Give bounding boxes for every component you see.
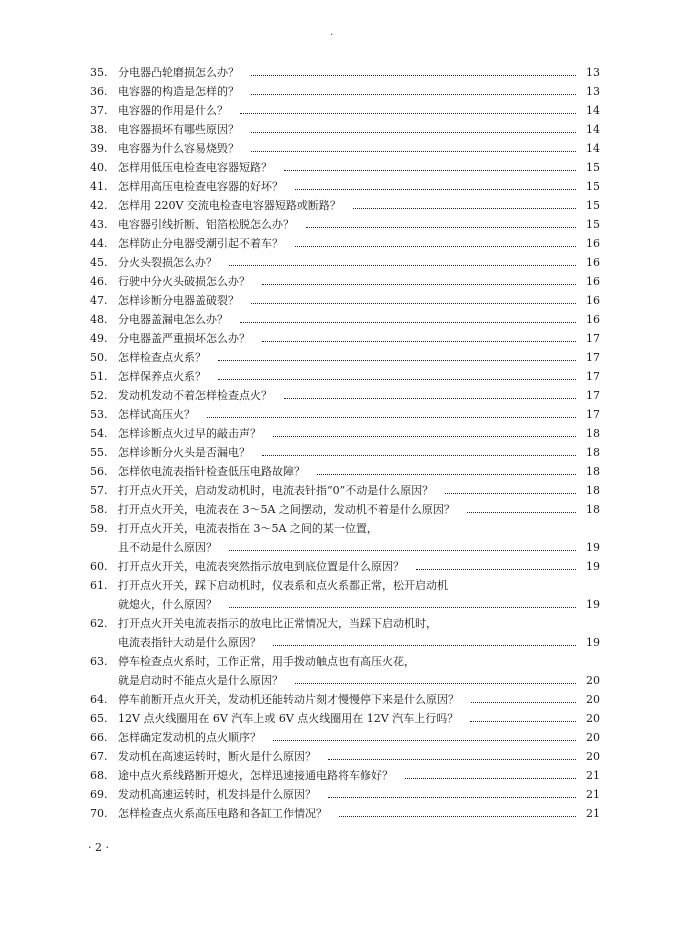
toc-entry-page: 17 bbox=[586, 408, 600, 421]
toc-entry[interactable] bbox=[90, 158, 600, 177]
toc-entry[interactable] bbox=[90, 196, 600, 215]
dot-leader bbox=[229, 550, 576, 551]
toc-entry-page: 13 bbox=[586, 66, 600, 79]
toc-entry-page: 16 bbox=[586, 313, 600, 326]
toc-entry-number: 42. bbox=[90, 199, 108, 212]
dot-leader bbox=[471, 702, 576, 703]
toc-entry-title: 打开点火开关，电流表在 3～5A 之间摆动，发动机不着是什么原因？ bbox=[118, 503, 455, 516]
toc-entry-number: 64. bbox=[90, 693, 108, 706]
toc-entry-title: 怎样确定发动机的点火顺序？ bbox=[118, 731, 261, 744]
dot-leader bbox=[218, 379, 576, 380]
toc-entry-number: 59. bbox=[90, 522, 108, 535]
toc-entry-page: 17 bbox=[586, 351, 600, 364]
toc-entry-title: 打开点火开关，踩下启动机时，仪表系和点火系都正常，松开启动机 bbox=[118, 579, 448, 592]
toc-entry-number: 55. bbox=[90, 446, 108, 459]
toc-entry[interactable] bbox=[90, 291, 600, 310]
toc-entry[interactable] bbox=[90, 424, 600, 443]
dot-leader bbox=[262, 341, 576, 342]
toc-entry-page: 14 bbox=[586, 123, 600, 136]
toc-entry-page: 21 bbox=[586, 769, 600, 782]
toc-entry[interactable] bbox=[90, 500, 600, 519]
toc-entry-title: 发动机发动不着怎样检查点火？ bbox=[118, 389, 272, 402]
dot-leader bbox=[251, 94, 576, 95]
toc-entry-title: 打开点火开关，启动发动机时，电流表针指“0”不动是什么原因？ bbox=[118, 484, 434, 497]
dot-leader bbox=[273, 740, 576, 741]
toc-entry-title: 分电器凸轮磨损怎么办？ bbox=[118, 66, 239, 79]
toc-entry-page: 19 bbox=[586, 541, 600, 554]
toc-entry[interactable] bbox=[90, 709, 600, 728]
toc-entry-title: 电容器的构造是怎样的？ bbox=[118, 85, 239, 98]
toc-entry-number: 43. bbox=[90, 218, 108, 231]
toc-entry[interactable] bbox=[90, 804, 600, 823]
toc-entry-number: 68. bbox=[90, 769, 108, 782]
toc-entry-title: 途中点火系线路断开熄火，怎样迅速接通电路将车修好？ bbox=[118, 769, 393, 782]
toc-entry-page: 14 bbox=[586, 104, 600, 117]
toc-entry[interactable] bbox=[90, 652, 600, 690]
toc-entry[interactable] bbox=[90, 386, 600, 405]
toc-entry-page: 14 bbox=[586, 142, 600, 155]
dot-leader bbox=[229, 265, 576, 266]
toc-entry[interactable] bbox=[90, 272, 600, 291]
toc-entry-title: 停车前断开点火开关，发动机还能转动片刻才慢慢停下来是什么原因？ bbox=[118, 693, 459, 706]
toc-entry-title: 发动机在高速运转时，断火是什么原因？ bbox=[118, 750, 316, 763]
toc-entry[interactable] bbox=[90, 614, 600, 652]
dot-leader bbox=[251, 75, 576, 76]
toc-entry-page: 19 bbox=[586, 598, 600, 611]
toc-entry-title: 怎样保养点火系？ bbox=[118, 370, 206, 383]
toc-entry-number: 40. bbox=[90, 161, 108, 174]
toc-entry-number: 35. bbox=[90, 66, 108, 79]
dot-leader bbox=[339, 816, 576, 817]
toc-entry-number: 63. bbox=[90, 655, 108, 668]
toc-entry-page: 16 bbox=[586, 237, 600, 250]
toc-entry-number: 57. bbox=[90, 484, 108, 497]
toc-entry[interactable] bbox=[90, 690, 600, 709]
toc-entry-number: 69. bbox=[90, 788, 108, 801]
dot-leader bbox=[295, 683, 576, 684]
toc-entry-title: 电容器为什么容易烧毁？ bbox=[118, 142, 239, 155]
dot-leader bbox=[218, 360, 576, 361]
toc-entry-title: 12V 点火线圈用在 6V 汽车上或 6V 点火线圈用在 12V 汽车上行吗？ bbox=[118, 712, 459, 725]
toc-entry-title: 打开点火开关，电流表指在 3～5A 之间的某一位置， bbox=[118, 522, 378, 535]
toc-entry-number: 66. bbox=[90, 731, 108, 744]
dot-leader bbox=[262, 455, 576, 456]
toc-entry[interactable] bbox=[90, 405, 600, 424]
toc-entry-number: 51. bbox=[90, 370, 108, 383]
toc-entry-title: 怎样检查点火系？ bbox=[118, 351, 206, 364]
toc-entry[interactable] bbox=[90, 253, 600, 272]
toc-entry-page: 20 bbox=[586, 750, 600, 763]
dot-leader bbox=[273, 645, 576, 646]
dot-leader bbox=[416, 569, 576, 570]
toc-entry-page: 21 bbox=[586, 788, 600, 801]
toc-entry-page: 18 bbox=[586, 446, 600, 459]
dot-leader bbox=[405, 778, 576, 779]
toc-entry-number: 47. bbox=[90, 294, 108, 307]
dot-leader bbox=[251, 151, 576, 152]
dot-leader bbox=[317, 474, 576, 475]
dot-leader bbox=[273, 436, 576, 437]
toc-entry-number: 45. bbox=[90, 256, 108, 269]
toc-entry-title: 分电器盖漏电怎么办？ bbox=[118, 313, 228, 326]
toc-entry-title: 怎样用低压电检查电容器短路？ bbox=[118, 161, 272, 174]
toc-entry-number: 52. bbox=[90, 389, 108, 402]
toc-entry-number: 38. bbox=[90, 123, 108, 136]
toc-entry-title: 分电器盖严重损坏怎么办？ bbox=[118, 332, 250, 345]
toc-entry-number: 39. bbox=[90, 142, 108, 155]
toc-entry-page: 15 bbox=[586, 180, 600, 193]
toc-entry-number: 37. bbox=[90, 104, 108, 117]
toc-entry-number: 53. bbox=[90, 408, 108, 421]
toc-entry-number: 56. bbox=[90, 465, 108, 478]
toc-entry[interactable] bbox=[90, 215, 600, 234]
toc-entry-page: 18 bbox=[586, 484, 600, 497]
toc-entry-page: 16 bbox=[586, 256, 600, 269]
dot-leader bbox=[240, 113, 576, 114]
toc-entry-number: 44. bbox=[90, 237, 108, 250]
header-dot: · bbox=[330, 30, 334, 41]
dot-leader bbox=[295, 246, 576, 247]
toc-entry-title: 怎样用 220V 交流电检查电容器短路或断路？ bbox=[118, 199, 341, 212]
toc-entry-page: 15 bbox=[586, 218, 600, 231]
toc-entry[interactable] bbox=[90, 120, 600, 139]
toc-entry-number: 61. bbox=[90, 579, 108, 592]
toc-entry-page: 20 bbox=[586, 674, 600, 687]
toc-entry-page: 21 bbox=[586, 807, 600, 820]
toc-entry-number: 67. bbox=[90, 750, 108, 763]
toc-entry-title: 怎样诊断点火过早的敲击声？ bbox=[118, 427, 261, 440]
dot-leader bbox=[306, 227, 576, 228]
toc-entry-page: 20 bbox=[586, 693, 600, 706]
toc-entry[interactable] bbox=[90, 82, 600, 101]
dot-leader bbox=[240, 322, 576, 323]
dot-leader bbox=[467, 512, 576, 513]
toc-entry[interactable] bbox=[90, 329, 600, 348]
toc-entry[interactable] bbox=[90, 557, 600, 576]
toc-entry-title: 怎样诊断分火头是否漏电？ bbox=[118, 446, 250, 459]
toc-entry-number: 58. bbox=[90, 503, 108, 516]
dot-leader bbox=[328, 797, 576, 798]
toc-entry-title: 怎样检查点火系高压电路和各缸工作情况？ bbox=[118, 807, 327, 820]
toc-entry-number: 70. bbox=[90, 807, 108, 820]
toc-entry-page: 15 bbox=[586, 199, 600, 212]
toc-entry[interactable] bbox=[90, 766, 600, 785]
toc-entry[interactable] bbox=[90, 348, 600, 367]
toc-entry-title: 发动机高速运转时，机发抖是什么原因？ bbox=[118, 788, 316, 801]
toc-entry[interactable] bbox=[90, 310, 600, 329]
toc-entry-page: 18 bbox=[586, 427, 600, 440]
toc-entry-number: 48. bbox=[90, 313, 108, 326]
toc-entry[interactable] bbox=[90, 367, 600, 386]
toc-entry[interactable] bbox=[90, 177, 600, 196]
toc-entry-number: 36. bbox=[90, 85, 108, 98]
toc-entry-title: 行驶中分火头破损怎么办？ bbox=[118, 275, 250, 288]
toc-entry-page: 18 bbox=[586, 503, 600, 516]
toc-entry-title: 且不动是什么原因？ bbox=[118, 541, 217, 554]
toc-entry-title: 电容器引线折断、铝箔松脱怎么办？ bbox=[118, 218, 294, 231]
toc-entry[interactable] bbox=[90, 234, 600, 253]
toc-entry[interactable] bbox=[90, 481, 600, 500]
toc-entry-title: 电容器的作用是什么？ bbox=[118, 104, 228, 117]
dot-leader bbox=[284, 170, 576, 171]
toc-entry-number: 65. bbox=[90, 712, 108, 725]
dot-leader bbox=[251, 303, 576, 304]
toc-entry-page: 20 bbox=[586, 731, 600, 744]
toc-entry-number: 60. bbox=[90, 560, 108, 573]
toc-entry-number: 50. bbox=[90, 351, 108, 364]
toc-entry-title: 电流表指针大动是什么原因？ bbox=[118, 636, 261, 649]
toc-entry-title: 怎样用高压电检查电容器的好坏？ bbox=[118, 180, 283, 193]
toc-entry[interactable] bbox=[90, 101, 600, 120]
toc-entry-title: 怎样试高压火？ bbox=[118, 408, 195, 421]
toc-entry-title: 就是启动时不能点火是什么原因？ bbox=[118, 674, 283, 687]
table-of-contents bbox=[90, 63, 600, 823]
toc-entry-title: 就熄火，什么原因？ bbox=[118, 598, 217, 611]
dot-leader bbox=[284, 398, 576, 399]
page-number: · 2 · bbox=[88, 841, 109, 854]
toc-entry[interactable] bbox=[90, 519, 600, 557]
dot-leader bbox=[229, 607, 576, 608]
toc-entry-number: 62. bbox=[90, 617, 108, 630]
toc-entry-page: 16 bbox=[586, 294, 600, 307]
toc-entry-title: 怎样防止分电器受潮引起不着车？ bbox=[118, 237, 283, 250]
toc-entry-page: 17 bbox=[586, 370, 600, 383]
toc-entry-number: 49. bbox=[90, 332, 108, 345]
toc-entry-page: 17 bbox=[586, 389, 600, 402]
toc-entry-title: 电容器损坏有哪些原因？ bbox=[118, 123, 239, 136]
toc-entry-number: 41. bbox=[90, 180, 108, 193]
toc-entry[interactable] bbox=[90, 785, 600, 804]
dot-leader bbox=[262, 284, 576, 285]
toc-entry-title: 打开点火开关电流表指示的放电比正常情况大，当踩下启动机时， bbox=[118, 617, 437, 630]
toc-entry-number: 46. bbox=[90, 275, 108, 288]
toc-entry-title: 怎样诊断分电器盖破裂？ bbox=[118, 294, 239, 307]
toc-entry-title: 怎样依电流表指针检查低压电路故障？ bbox=[118, 465, 305, 478]
toc-entry-page: 20 bbox=[586, 712, 600, 725]
dot-leader bbox=[207, 417, 576, 418]
toc-entry-number: 54. bbox=[90, 427, 108, 440]
toc-entry[interactable] bbox=[90, 63, 600, 82]
dot-leader bbox=[295, 189, 576, 190]
toc-entry-page: 18 bbox=[586, 465, 600, 478]
toc-entry[interactable] bbox=[90, 139, 600, 158]
toc-entry[interactable] bbox=[90, 462, 600, 481]
toc-entry[interactable] bbox=[90, 747, 600, 766]
toc-entry-page: 15 bbox=[586, 161, 600, 174]
dot-leader bbox=[251, 132, 576, 133]
toc-entry[interactable] bbox=[90, 728, 600, 747]
toc-entry-page: 16 bbox=[586, 275, 600, 288]
toc-entry-page: 19 bbox=[586, 560, 600, 573]
toc-entry[interactable] bbox=[90, 576, 600, 614]
toc-entry-page: 17 bbox=[586, 332, 600, 345]
dot-leader bbox=[445, 493, 576, 494]
toc-entry[interactable] bbox=[90, 443, 600, 462]
toc-entry-page: 19 bbox=[586, 636, 600, 649]
toc-entry-title: 打开点火开关，电流表突然指示放电到底位置是什么原因？ bbox=[118, 560, 404, 573]
dot-leader bbox=[353, 208, 576, 209]
dot-leader bbox=[328, 759, 576, 760]
toc-entry-page: 13 bbox=[586, 85, 600, 98]
toc-entry-title: 停车检查点火系时，工作正常，用手拨动触点也有高压火花， bbox=[118, 655, 415, 668]
dot-leader bbox=[470, 721, 576, 722]
toc-entry-title: 分火头裂损怎么办？ bbox=[118, 256, 217, 269]
